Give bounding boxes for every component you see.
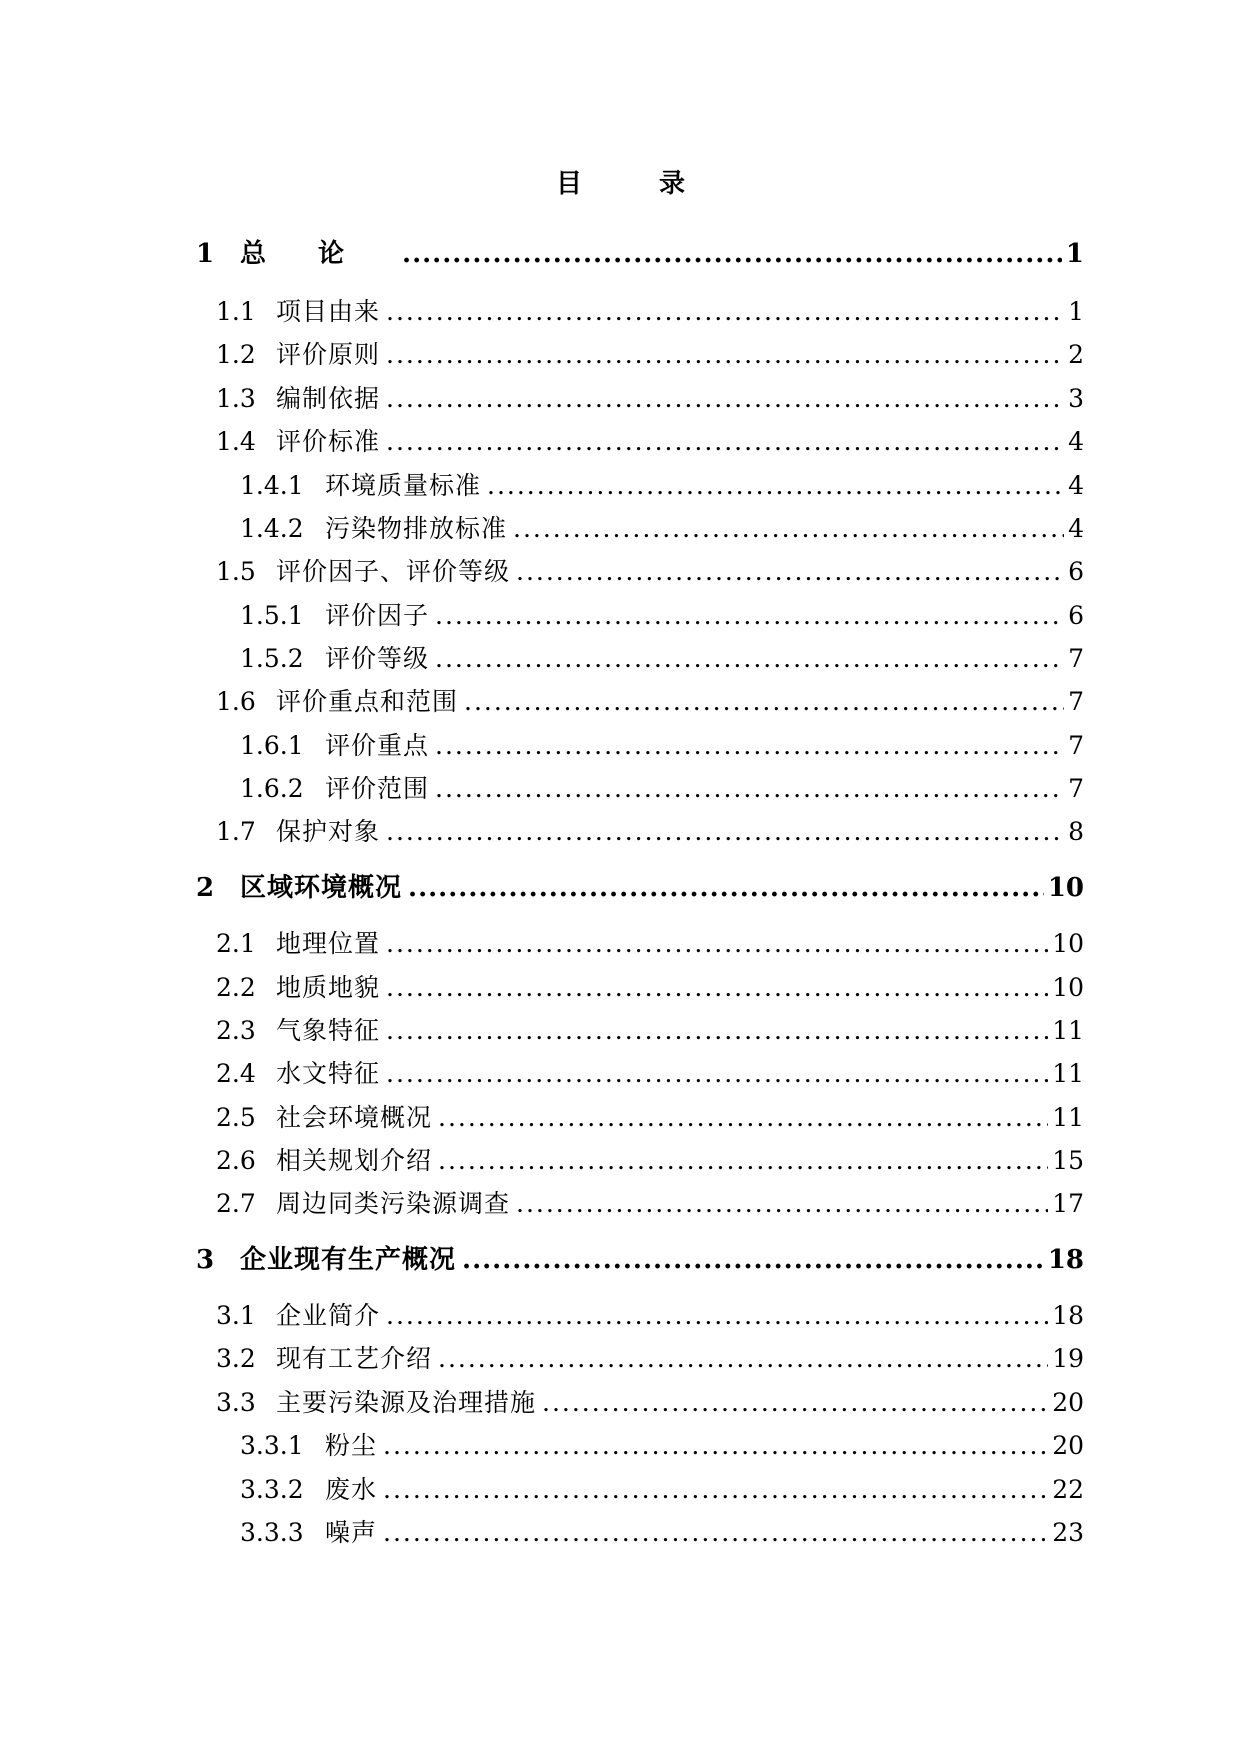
toc-entry-label: 污染物排放标准 <box>325 514 508 543</box>
toc-entry-label: 保护对象 <box>276 817 381 846</box>
toc-entry-label: 评价等级 <box>325 644 430 673</box>
toc-dot-leader <box>386 926 1048 962</box>
toc-dot-leader <box>383 1428 1048 1464</box>
toc-entry-number: 1.4.1 <box>240 471 304 500</box>
toc-entry[interactable] <box>216 1186 1084 1222</box>
toc-entry-number: 2.5 <box>216 1103 256 1132</box>
toc-entry[interactable] <box>216 424 1084 460</box>
toc-page-number: 18 <box>1052 1301 1084 1330</box>
toc-entry-number: 3.1 <box>216 1301 256 1330</box>
toc-entry-number: 2 <box>196 873 215 903</box>
toc-entry[interactable] <box>240 1472 1084 1508</box>
toc-page-number: 20 <box>1052 1388 1084 1417</box>
toc-page-number: 17 <box>1052 1189 1084 1218</box>
toc-entry-label: 评价因子、评价等级 <box>276 557 511 586</box>
toc-dot-leader <box>386 1013 1048 1049</box>
toc-page-number: 7 <box>1068 687 1084 716</box>
toc-entry[interactable] <box>240 728 1084 764</box>
toc-entry-label: 总论 <box>240 239 397 269</box>
toc-entry-number: 1.6.2 <box>240 774 304 803</box>
toc-entry-number: 2.1 <box>216 929 256 958</box>
toc-dot-leader <box>383 1515 1048 1551</box>
toc-entry-label: 主要污染源及治理措施 <box>276 1388 537 1417</box>
toc-entry-label: 粉尘 <box>325 1431 378 1460</box>
toc-entry[interactable] <box>216 1013 1084 1049</box>
toc-entry-label: 现有工艺介绍 <box>276 1344 433 1373</box>
toc-entry[interactable] <box>240 641 1084 677</box>
toc-entry[interactable] <box>216 970 1084 1006</box>
toc-page-number: 7 <box>1068 774 1084 803</box>
toc-entry[interactable] <box>240 598 1084 634</box>
toc-dot-leader <box>513 511 1064 547</box>
toc-entry[interactable] <box>240 511 1084 547</box>
toc-dot-leader <box>386 337 1064 373</box>
toc-dot-leader <box>438 1341 1048 1377</box>
toc-entry-number: 3.3.1 <box>240 1431 304 1460</box>
toc-dot-leader <box>462 1242 1044 1278</box>
toc-entry-label: 评价重点 <box>325 731 430 760</box>
toc-dot-leader <box>438 1100 1048 1136</box>
toc-dot-leader <box>435 641 1064 677</box>
toc-dot-leader <box>435 771 1064 807</box>
toc-entry[interactable] <box>216 1100 1084 1136</box>
toc-page-number: 7 <box>1068 731 1084 760</box>
toc-dot-leader <box>438 1143 1048 1179</box>
toc-dot-leader <box>516 1186 1048 1222</box>
toc-page-number: 11 <box>1052 1059 1084 1088</box>
toc-page-number: 10 <box>1052 929 1084 958</box>
toc-page-number: 4 <box>1068 471 1084 500</box>
toc-dot-leader <box>516 554 1064 590</box>
toc-entry[interactable] <box>216 1385 1084 1421</box>
toc-page-number: 10 <box>1052 973 1084 1002</box>
toc-entry[interactable] <box>240 771 1084 807</box>
toc-entry[interactable] <box>216 1056 1084 1092</box>
toc-dot-leader <box>435 728 1064 764</box>
toc-page-number: 11 <box>1052 1016 1084 1045</box>
toc-dot-leader <box>542 1385 1048 1421</box>
toc-dot-leader <box>386 424 1064 460</box>
toc-entry-number: 3.3 <box>216 1388 256 1417</box>
toc-entry-number: 3.3.2 <box>240 1475 304 1504</box>
toc-dot-leader <box>386 814 1064 850</box>
toc-entry-label: 社会环境概况 <box>276 1103 433 1132</box>
toc-page-number: 18 <box>1047 1245 1084 1275</box>
toc-entry[interactable] <box>216 926 1084 962</box>
toc-entry-number: 1.3 <box>216 384 256 413</box>
toc-entry[interactable] <box>216 684 1084 720</box>
toc-entry-number: 1.6.1 <box>240 731 304 760</box>
toc-page-number: 4 <box>1068 514 1084 543</box>
toc-page-number: 6 <box>1068 557 1084 586</box>
toc-entry-number: 1 <box>196 239 215 269</box>
toc-entry-number: 1.5 <box>216 557 256 586</box>
toc-entry-number: 3.3.3 <box>240 1518 304 1547</box>
toc-entry-number: 1.4.2 <box>240 514 304 543</box>
toc-entry-number: 2.4 <box>216 1059 256 1088</box>
toc-page-number: 3 <box>1068 384 1084 413</box>
toc-entry-number: 2.7 <box>216 1189 256 1218</box>
toc-entry-number: 1.5.1 <box>240 601 304 630</box>
toc-page-number: 2 <box>1068 340 1084 369</box>
toc-entry-number: 2.3 <box>216 1016 256 1045</box>
toc-entry[interactable] <box>240 1428 1084 1464</box>
toc-entry-number: 1.6 <box>216 687 256 716</box>
toc-entry-label: 环境质量标准 <box>325 471 482 500</box>
toc-dot-leader <box>386 970 1048 1006</box>
toc-entry-label: 水文特征 <box>276 1059 381 1088</box>
toc-entry-label: 企业现有生产概况 <box>240 1245 457 1275</box>
toc-entry-label: 地理位置 <box>276 929 381 958</box>
toc-entry-label: 评价因子 <box>325 601 430 630</box>
toc-entry[interactable] <box>216 554 1084 590</box>
toc-entry-number: 1.4 <box>216 427 256 456</box>
toc-entry[interactable] <box>240 1515 1084 1551</box>
toc-entry[interactable] <box>216 381 1084 417</box>
toc-entry-number: 1.2 <box>216 340 256 369</box>
toc-entry[interactable] <box>216 294 1084 330</box>
toc-title: 目 录 <box>555 169 720 199</box>
toc-entry-label: 气象特征 <box>276 1016 381 1045</box>
toc-entry[interactable] <box>216 1341 1084 1377</box>
toc-entry-number: 1.5.2 <box>240 644 304 673</box>
toc-page-number: 11 <box>1052 1103 1084 1132</box>
toc-entry-number: 2.6 <box>216 1146 256 1175</box>
toc-entry-label: 噪声 <box>325 1518 378 1547</box>
toc-page-number: 15 <box>1052 1146 1084 1175</box>
toc-dot-leader <box>383 1472 1048 1508</box>
toc-entry-number: 3.2 <box>216 1344 256 1373</box>
toc-entry-label: 项目由来 <box>276 297 381 326</box>
toc-page-number: 22 <box>1052 1475 1084 1504</box>
toc-entry-label: 相关规划介绍 <box>276 1146 433 1175</box>
toc-page-number: 6 <box>1068 601 1084 630</box>
toc-entry-number: 1.7 <box>216 817 256 846</box>
toc-entry-number: 2.2 <box>216 973 256 1002</box>
toc-dot-leader <box>386 1298 1048 1334</box>
toc-entry-label: 评价原则 <box>276 340 381 369</box>
toc-dot-leader <box>464 684 1064 720</box>
toc-entry-label: 周边同类污染源调查 <box>276 1189 511 1218</box>
toc-chapter-entry[interactable] <box>196 870 1084 906</box>
toc-dot-leader <box>402 236 1062 272</box>
toc-page-number: 23 <box>1052 1518 1084 1547</box>
toc-entry-label: 评价重点和范围 <box>276 687 459 716</box>
toc-page-number: 1 <box>1065 239 1084 269</box>
toc-dot-leader <box>386 1056 1048 1092</box>
toc-page-number: 20 <box>1052 1431 1084 1460</box>
toc-entry-label: 评价标准 <box>276 427 381 456</box>
toc-entry[interactable] <box>216 1143 1084 1179</box>
toc-entry-number: 3 <box>196 1245 215 1275</box>
toc-entry-label: 企业简介 <box>276 1301 381 1330</box>
toc-dot-leader <box>435 598 1064 634</box>
toc-entry[interactable] <box>216 814 1084 850</box>
toc-page-number: 19 <box>1052 1344 1084 1373</box>
toc-dot-leader <box>487 468 1064 504</box>
toc-page-number: 1 <box>1068 297 1084 326</box>
toc-entry-label: 编制依据 <box>276 384 381 413</box>
toc-entry-label: 地质地貌 <box>276 973 381 1002</box>
toc-entry-label: 废水 <box>325 1475 378 1504</box>
toc-page-number: 4 <box>1068 427 1084 456</box>
toc-entry[interactable] <box>240 468 1084 504</box>
toc-entry-label: 区域环境概况 <box>240 873 403 903</box>
toc-page-number: 8 <box>1068 817 1084 846</box>
toc-page-number: 10 <box>1047 873 1084 903</box>
toc-dot-leader <box>386 294 1064 330</box>
toc-dot-leader <box>386 381 1064 417</box>
toc-dot-leader <box>408 870 1044 906</box>
toc-entry[interactable] <box>216 1298 1084 1334</box>
toc-page-number: 7 <box>1068 644 1084 673</box>
toc-chapter-entry[interactable] <box>196 1242 1084 1278</box>
toc-chapter-entry[interactable] <box>196 236 1084 272</box>
toc-entry-label: 评价范围 <box>325 774 430 803</box>
toc-entry[interactable] <box>216 337 1084 373</box>
toc-entry-number: 1.1 <box>216 297 256 326</box>
